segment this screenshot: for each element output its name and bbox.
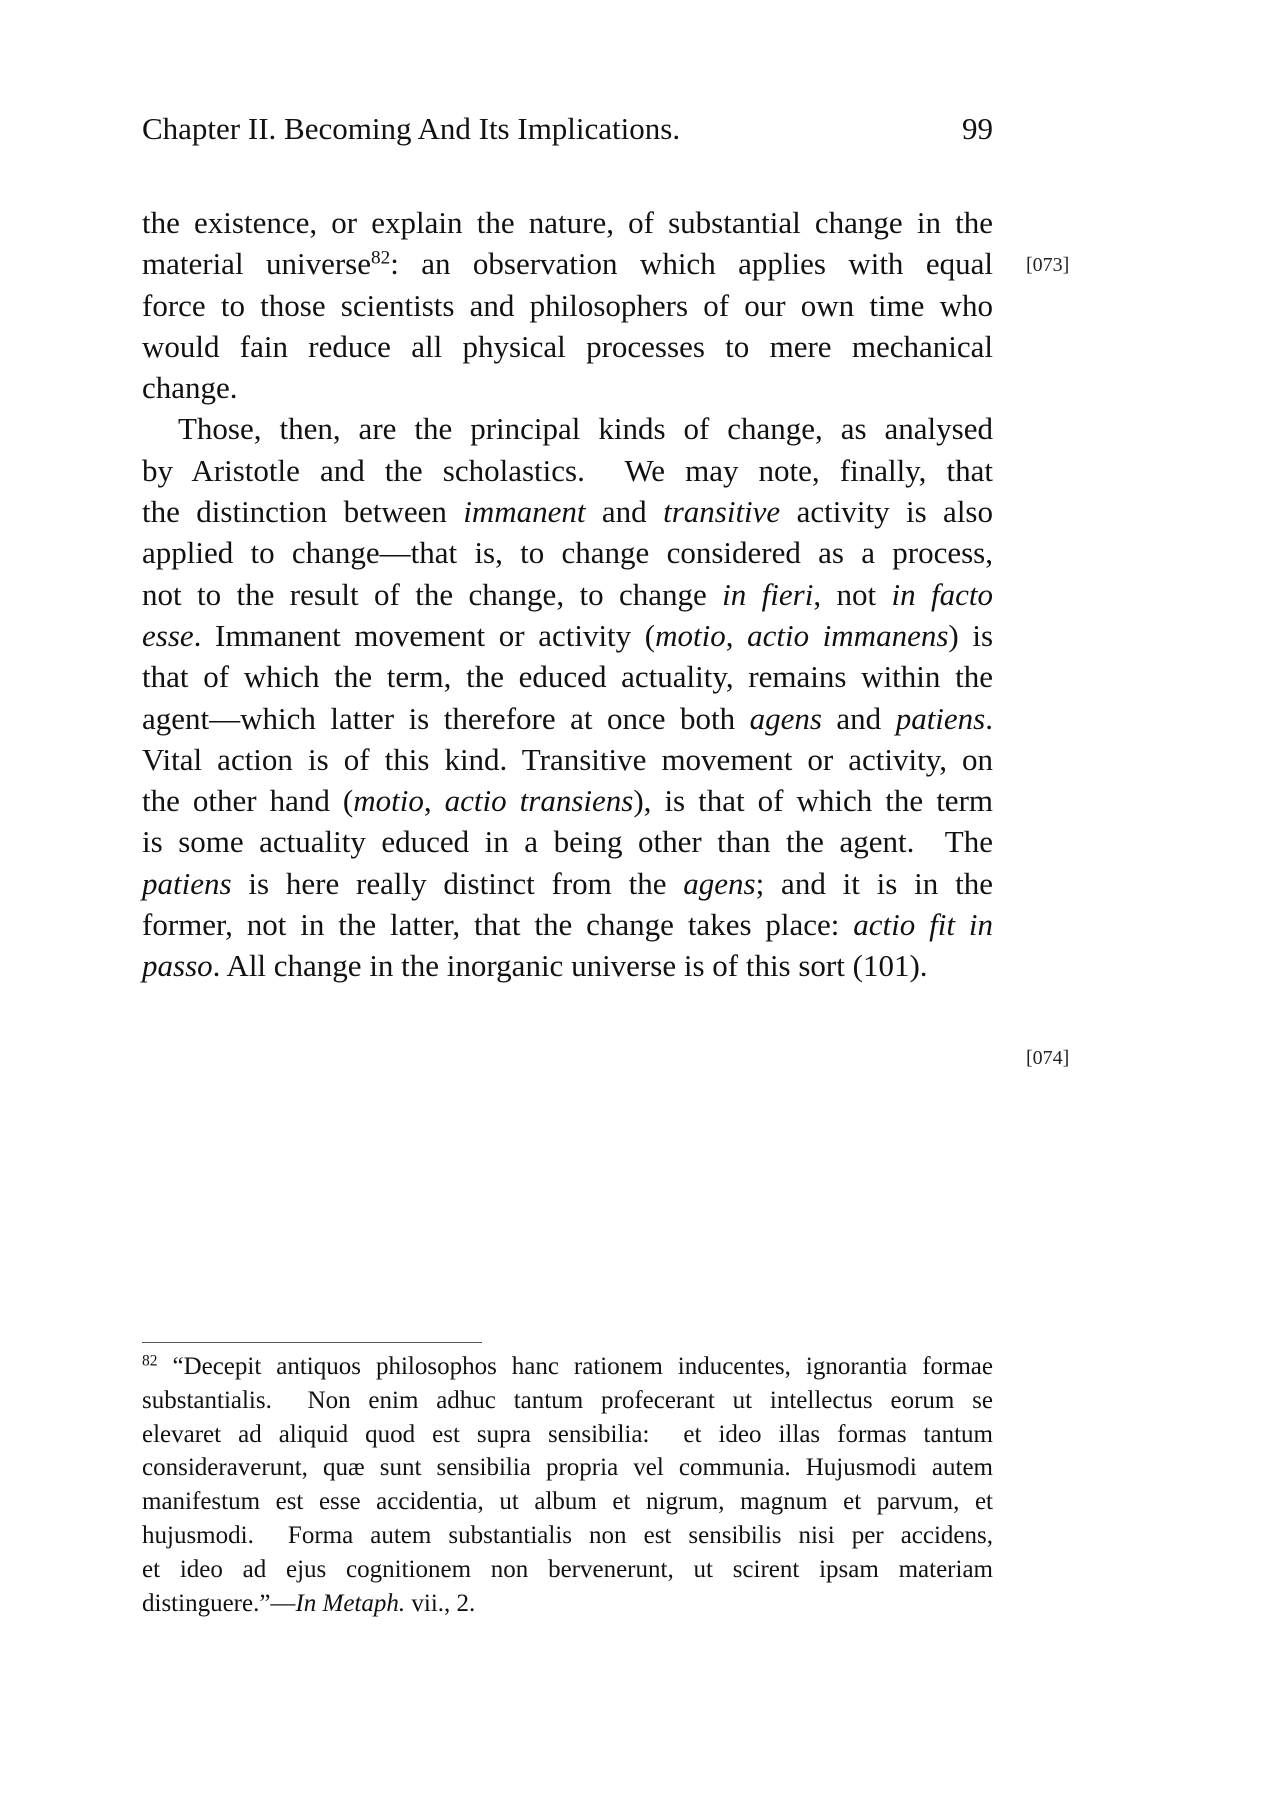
italic-text: passo	[142, 948, 213, 984]
body-line	[142, 202, 993, 243]
body-line	[142, 491, 993, 532]
body-line	[142, 285, 993, 326]
text-run: change.	[142, 370, 238, 406]
text-run: consideraverunt, quæ sunt sensibilia propria vel communia. Hujusmodi autem	[142, 1454, 993, 1482]
text-run: ) is	[948, 617, 994, 653]
footnote-line	[142, 1587, 993, 1621]
italic-text: immanent	[463, 494, 586, 530]
text-run: not to the result of the change, to change	[142, 576, 723, 612]
body-line	[142, 574, 993, 615]
text-run: material universe	[142, 246, 371, 282]
body-line	[142, 532, 993, 573]
text-run: the existence, or explain the nature, of substantial change in the	[142, 205, 993, 240]
text-run: is some actuality educed in a being other than the agent. The	[142, 824, 993, 860]
body-line	[142, 739, 993, 780]
italic-text: motio	[353, 783, 424, 819]
italic-text: actio transiens	[444, 783, 634, 819]
chapter-title: Chapter II. Becoming And Its Implications.	[142, 111, 681, 146]
text-run: by Aristotle and the scholastics. We may note, finally, that	[142, 452, 993, 488]
body-line	[142, 821, 993, 862]
footnote-line	[142, 1384, 993, 1418]
running-header	[142, 109, 993, 149]
footnote-marker: 82	[370, 247, 391, 269]
text-run: distinguere.”—	[142, 1589, 296, 1617]
text-run: . All change in the inorganic universe is of this sort (101).	[212, 948, 928, 984]
text-run: the other hand (	[142, 783, 354, 819]
margin-note-073: [073]	[1026, 254, 1070, 276]
text-run: substantialis. Non enim adhuc tantum profecerant ut intellectus eorum se	[142, 1386, 993, 1414]
body-line	[142, 367, 993, 408]
body-text	[142, 202, 993, 987]
body-line	[142, 326, 993, 367]
italic-text: actio fit in	[853, 907, 993, 943]
italic-text: transitive	[663, 494, 781, 530]
italic-text: agens	[749, 700, 822, 736]
footnote-line	[142, 1485, 993, 1519]
body-line	[142, 780, 993, 821]
body-line	[142, 698, 993, 739]
text-run: would fain reduce all physical processes to mere mechanical	[142, 328, 993, 364]
italic-text: in facto	[891, 576, 993, 612]
footnote-line	[142, 1418, 993, 1452]
italic-text: actio immanens	[747, 617, 949, 653]
footnote-marker: 82	[142, 1352, 158, 1370]
italic-text: In Metaph.	[295, 1589, 406, 1617]
text-run: Those, then, are the principal kinds of change, as analysed	[178, 411, 993, 447]
footnote-divider	[142, 1342, 482, 1343]
margin-note-074: [074]	[1026, 1047, 1070, 1069]
text-run: former, not in the latter, that the change takes place:	[142, 907, 854, 943]
text-run: et ideo ad ejus cognitionem non bervenerunt, ut scirent ipsam materiam	[142, 1555, 993, 1583]
footnote-line	[142, 1350, 993, 1384]
italic-text: patiens	[142, 865, 232, 901]
text-run: . Immanent movement or activity (	[193, 617, 656, 653]
text-run: the distinction between	[142, 494, 464, 530]
body-line	[142, 863, 993, 904]
italic-text: motio	[655, 617, 726, 653]
text-run: is here really distinct from the	[231, 865, 684, 901]
italic-text: agens	[683, 865, 756, 901]
text-run: and	[821, 700, 896, 736]
text-run: vii., 2.	[405, 1589, 476, 1617]
page-number: 99	[962, 111, 993, 146]
text-run: activity is also	[780, 494, 993, 530]
body-line	[142, 904, 993, 945]
body-line	[142, 945, 993, 986]
text-run: elevaret ad aliquid quod est supra sensibilia: et ideo illas formas tantum	[142, 1420, 993, 1448]
body-line	[142, 243, 993, 284]
text-run: .	[985, 700, 993, 736]
body-line	[142, 450, 993, 491]
text-run: ,	[423, 783, 445, 819]
footnote-line	[142, 1553, 993, 1587]
text-run: hujusmodi. Forma autem substantialis non est sensibilis nisi per accidens,	[142, 1521, 993, 1549]
body-line	[142, 656, 993, 697]
footnote-line	[142, 1519, 993, 1553]
text-run: , not	[813, 576, 892, 612]
text-run: Vital action is of this kind. Transitive movement or activity, on	[142, 741, 993, 777]
text-run: ), is that of which the term	[633, 783, 994, 819]
text-run: force to those scientists and philosophers of our own time who	[142, 287, 993, 323]
body-line	[142, 615, 993, 656]
footnote-82	[142, 1350, 993, 1620]
text-run: ; and it is in the	[755, 865, 993, 901]
text-run: that of which the term, the educed actuality, remains within the	[142, 659, 993, 695]
italic-text: patiens	[895, 700, 986, 736]
italic-text: esse	[142, 617, 194, 653]
text-run: and	[585, 494, 664, 530]
text-run: agent—which latter is therefore at once both	[142, 700, 750, 736]
text-run: applied to change—that is, to change considered as a process,	[142, 535, 993, 571]
footnote-line	[142, 1451, 993, 1485]
text-run: ,	[725, 617, 748, 653]
text-run: manifestum est esse accidentia, ut album et nigrum, magnum et parvum, et	[142, 1488, 993, 1516]
text-run: “Decepit antiquos philosophos hanc rationem inducentes, ignorantia formae	[157, 1353, 993, 1380]
italic-text: in fieri	[722, 576, 814, 612]
text-run: : an observation which applies with equal	[390, 246, 993, 282]
body-line	[142, 408, 993, 449]
